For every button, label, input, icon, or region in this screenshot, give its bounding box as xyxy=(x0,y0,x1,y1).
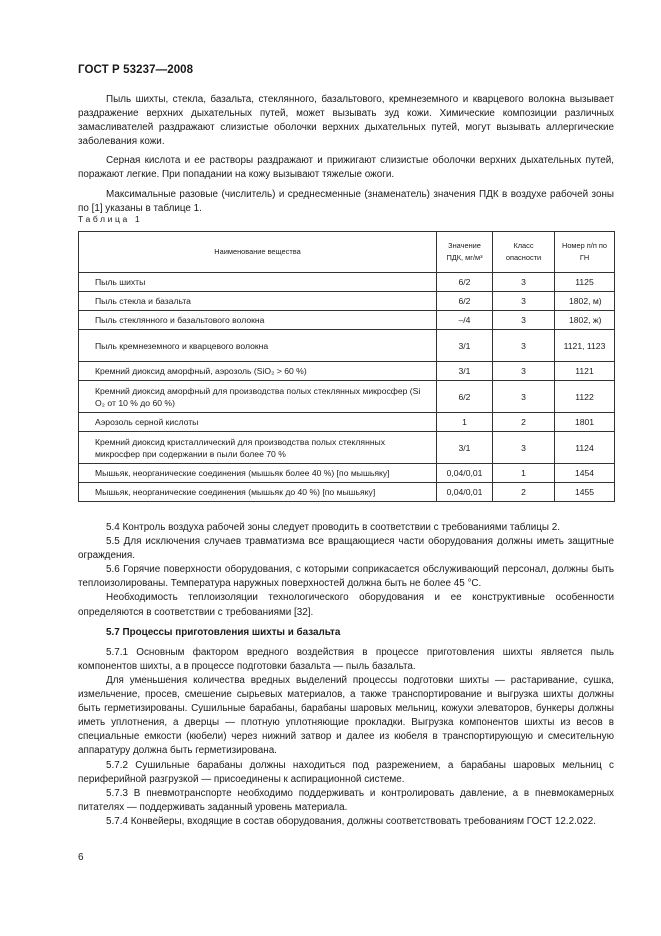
pdk-value: 6/2 xyxy=(437,381,493,413)
gn-number: 1124 xyxy=(555,432,615,464)
hazard-class: 2 xyxy=(493,413,555,432)
hazard-class: 3 xyxy=(493,330,555,362)
clause-paragraph: 5.7.4 Конвейеры, входящие в состав оборудования, должны соответствовать требованиям ГОСТ 12.2.022. xyxy=(106,815,597,827)
substance-name: Пыль шихты xyxy=(79,273,437,292)
substance-name: Аэрозоль серной кислоты xyxy=(79,413,437,432)
substance-name: Пыль стекла и базальта xyxy=(79,292,437,311)
pdk-value: 1 xyxy=(437,413,493,432)
table-row xyxy=(79,464,615,483)
hazard-class: 1 xyxy=(493,464,555,483)
clause-paragraph: Необходимость теплоизоляции технологического оборудования и ее конструктивные особенности определяются в соответствии с требованиями [32]. xyxy=(78,592,614,618)
table-row xyxy=(79,483,615,502)
substance-name: Кремний диоксид аморфный для производства полых стеклянных микросфер (Si O₂ от 10 % до 60 %) xyxy=(79,381,437,413)
section-heading: 5.7 Процессы приготовления шихты и базальта xyxy=(106,626,341,638)
clause-paragraph: 5.7.3 В пневмотранспорте необходимо поддерживать и контролировать давление, а в пневмокамерных питателях — поддерживать заданный уровень материала. xyxy=(78,787,614,813)
table-row xyxy=(79,311,615,330)
substance-name: Кремний диоксид кристаллический для производства полых стеклянных микросфер при содержании в пыли более 70 % xyxy=(79,432,437,464)
gn-number: 1801 xyxy=(555,413,615,432)
clause-paragraph: Для уменьшения количества вредных выделений процессы подготовки шихты — растаривание, сушка, измельчение, просев, смешение сырьевых материалов, а также транспортирование и выгрузка шихты должны быть герметизированы. Сушильные барабаны, барабаны шаровых мельниц, кожухи элеваторов, бункеры должны иметь уплотнения, а дверцы — плотную уплотняющие прокладки. Выгрузка компонентов шихты из весов в специальные емкости (кюбели) через нижний затвор и далее из кюбеля в транспортирующую и смесительную аппаратуру должна быть герметизирована. xyxy=(78,674,614,757)
page-number: 6 xyxy=(78,852,84,863)
clause-paragraph: 5.7.1 Основным фактором вредного воздействия в процессе приготовления шихты является пыль компонентов шихты, а в процессе подготовки базальта — пыль базальта. xyxy=(78,646,614,672)
table-header-row xyxy=(79,232,615,273)
intro-section xyxy=(78,93,614,216)
substance-name: Кремний диоксид аморфный, аэрозоль (SiO₂ > 60 %) xyxy=(79,362,437,381)
intro-paragraph: Пыль шихты, стекла, базальта, стеклянного, базальтового, кремнеземного и кварцевого волокна вызывает раздражение верхних дыхательных путей, может вызывать зуд кожи. Химические композиции различных замасливателей раздражают слизистые оболочки верхних дыхательных путей, могут вызывать аллергические заболевания кожи. xyxy=(78,94,614,148)
table-caption: Таблица 1 xyxy=(78,214,143,224)
pdk-value: 6/2 xyxy=(437,273,493,292)
substance-name: Мышьяк, неорганические соединения (мышьяк более 40 %) [по мышьяку] xyxy=(79,464,437,483)
intro-paragraph: Максимальные разовые (числитель) и среднесменные (знаменатель) значения ПДК в воздухе рабочей зоны по [1] указаны в таблице 1. xyxy=(78,188,614,214)
gn-number: 1454 xyxy=(555,464,615,483)
hazard-class: 3 xyxy=(493,292,555,311)
substance-name: Пыль стеклянного и базальтового волокна xyxy=(79,311,437,330)
gn-number: 1121 xyxy=(555,362,615,381)
gn-number: 1802, м) xyxy=(555,292,615,311)
header-pdk-value: Значение ПДК, мг/м³ xyxy=(437,232,493,273)
table-row xyxy=(79,273,615,292)
table-row xyxy=(79,381,615,413)
hazard-class: 2 xyxy=(493,483,555,502)
gn-number: 1125 xyxy=(555,273,615,292)
pdk-value: 0,04/0,01 xyxy=(437,464,493,483)
document-header: ГОСТ Р 53237—2008 xyxy=(78,64,194,76)
hazard-class: 3 xyxy=(493,362,555,381)
hazard-class: 3 xyxy=(493,273,555,292)
gn-number: 1802, ж) xyxy=(555,311,615,330)
pdk-value: 3/1 xyxy=(437,432,493,464)
clause-paragraph: 5.6 Горячие поверхности оборудования, с которыми соприкасается обслуживающий персонал, должны быть теплоизолированы. Температура наружных поверхностей должна быть не более 45 °С. xyxy=(78,564,614,590)
gn-number: 1121, 1123 xyxy=(555,330,615,362)
clause-paragraph: 5.5 Для исключения случаев травматизма все вращающиеся части оборудования должны иметь защитные ограждения. xyxy=(78,536,614,562)
pdk-value: 0,04/0,01 xyxy=(437,483,493,502)
pdk-value: 3/1 xyxy=(437,362,493,381)
gn-number: 1455 xyxy=(555,483,615,502)
table-row xyxy=(79,362,615,381)
gn-number: 1122 xyxy=(555,381,615,413)
pdk-value: –/4 xyxy=(437,311,493,330)
requirements-section xyxy=(78,521,614,829)
clause-paragraph: 5.4 Контроль воздуха рабочей зоны следует проводить в соответствии с требованиями таблицы 2. xyxy=(106,522,560,533)
header-hazard-class: Класс опасности xyxy=(493,232,555,273)
hazard-class: 3 xyxy=(493,381,555,413)
header-substance-name: Наименование вещества xyxy=(79,232,437,273)
header-gn-number: Номер п/п по ГН xyxy=(555,232,615,273)
intro-paragraph: Серная кислота и ее растворы раздражают и прижигают слизистые оболочки верхних дыхательных путей, поражают легкие. При попадании на кожу вызывают тяжелые ожоги. xyxy=(78,155,614,181)
table-row xyxy=(79,292,615,311)
pdk-value: 3/1 xyxy=(437,330,493,362)
substance-name: Мышьяк, неорганические соединения (мышьяк до 40 %) [по мышьяку] xyxy=(79,483,437,502)
table-row xyxy=(79,413,615,432)
substance-name: Пыль кремнеземного и кварцевого волокна xyxy=(79,330,437,362)
pdk-table xyxy=(78,231,615,502)
hazard-class: 3 xyxy=(493,311,555,330)
table-row xyxy=(79,432,615,464)
pdk-value: 6/2 xyxy=(437,292,493,311)
hazard-class: 3 xyxy=(493,432,555,464)
clause-paragraph: 5.7.2 Сушильные барабаны должны находиться под разрежением, а барабаны шаровых мельниц с периферийной разгрузкой — присоединены к аспирационной системе. xyxy=(78,759,614,785)
table-row xyxy=(79,330,615,362)
